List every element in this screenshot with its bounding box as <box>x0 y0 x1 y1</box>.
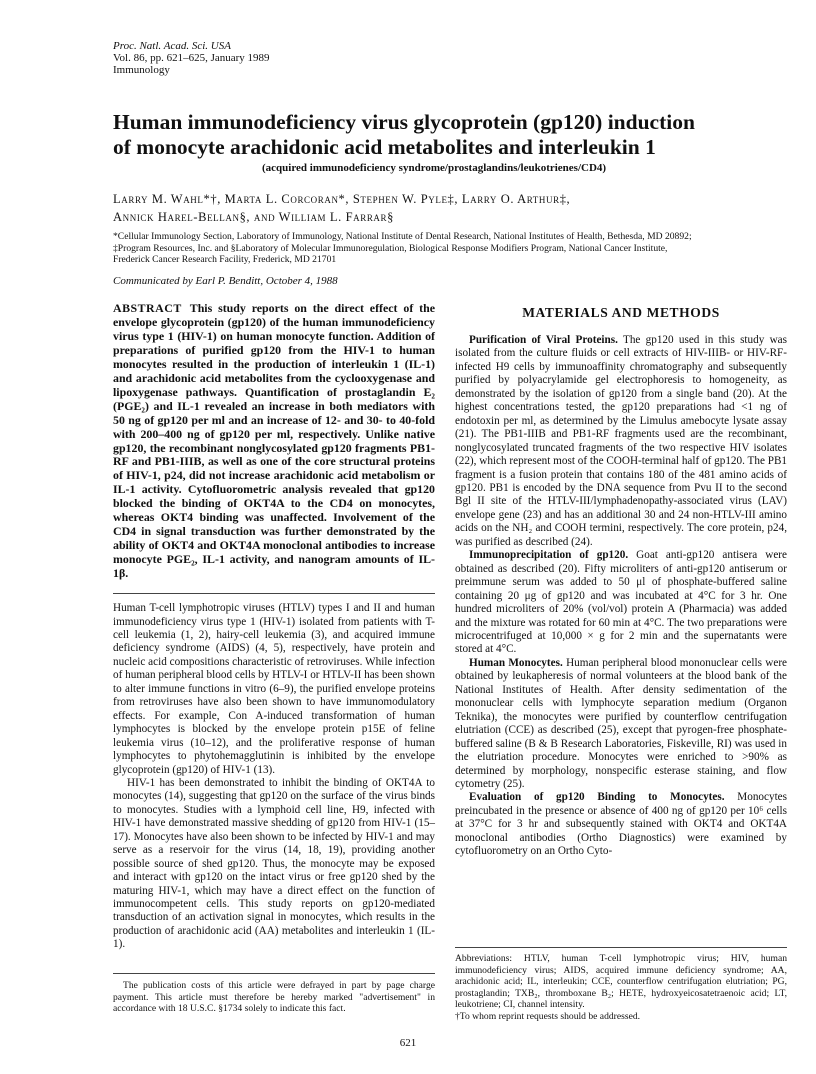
monocytes-subheading: Human Monocytes. <box>469 656 563 669</box>
abstract-label: ABSTRACT <box>113 301 182 315</box>
intro-paragraph-2: HIV-1 has been demonstrated to inhibit the binding of OKT4A to monocytes (14), suggesting that gp120 on the surface of the virus binds to monocytes. Studies with a lymphoid cell line, H9, infected with HIV-1 have demonstrated massive shedding of gp120 from HIV-1 (15–17). Monocytes have also been shown to be infected by HIV-1 and may serve as a reservoir for the virus (14, 18, 19), providing another possible source of shed gp120. Thus, the monocyte may be exposed and interact with gp120 on the intact virus or free gp120 shed by the maturing HIV-1, which may have a direct effect on the function of immunocompetent cells. This study reports on gp120-mediated transduction of an activation signal in monocytes, which results in the production of arachidonic acid (AA) metabolites and interleukin 1 (IL-1). <box>113 776 435 951</box>
abbreviations-rule <box>455 947 787 948</box>
author-list <box>113 190 713 226</box>
monocytes-paragraph <box>455 657 787 792</box>
communicated-by: Communicated by Earl P. Benditt, October 4, 1988 <box>113 275 338 287</box>
abbreviations-footnote <box>455 947 787 1022</box>
author-line-2: Annick Harel-Bellan§, and William L. Farrar§ <box>113 210 394 224</box>
immunoprecipitation-paragraph <box>455 549 787 657</box>
methods-body <box>455 334 787 859</box>
binding-subheading: Evaluation of gp120 Binding to Monocytes. <box>469 791 725 804</box>
intro-paragraph-1: Human T-cell lymphotropic viruses (HTLV) types I and II and human immunodeficiency virus type 1 (HIV-1) isolated from patients with T-cell leukemia (1, 2), hairy-cell leukemia (3), and acquired immune deficiency syndrome (AIDS) (4, 5), respectively, have protein and nucleic acid compositions characteristic of retroviruses. While infection of human peripheral blood cells by HTLV-I or HTLV-II has been shown to alter immune functions in vitro (6–9), the purified envelope proteins from retroviruses have also been shown to have immunomodulatory effects. For example, Con A-induced transformation of human lymphocytes is blocked by the envelope protein p15E of feline leukemia virus (10–12), and the proliferative response of human lymphocytes to phytohemagglutinin is inhibited by the envelope glycoprotein (gp120) of HIV-1 (13). <box>113 602 435 776</box>
publication-cost-footnote <box>113 973 435 1015</box>
reprint-note: †To whom reprint requests should be addressed. <box>455 1010 641 1022</box>
immunoprecipitation-text: Goat anti-gp120 antisera were obtained as described (20). Fifty microliters of anti-gp120 antiserum or preimmune serum was added to 50 μl of phosphate-buffered saline containing 20 μg of gp120 and was incubated at 4°C for 3 hr. One hundred microliters of 20% (vol/vol) protein A (Pharmacia) was added and the mixture was rotated for 60 min at 4°C. The two preparations were microcentrifuged at 10,000 × g for 2 min and the supernatants were stored at 4°C. <box>455 549 787 656</box>
abbreviations-text: Abbreviations: HTLV, human T-cell lymphotropic virus; HIV, human immunodeficiency virus; AIDS, acquired immune deficiency syndrome; AA, arachidonic acid; IL, interleukin; CCE, counterflow centrifugation elutriation; PG, prostaglandin; TXB₂, thromboxane B₂; HETE, hydroxyeicosatetraenoic acid; LT, leukotriene; CI, channel intensity. <box>455 953 787 1010</box>
purification-subheading: Purification of Viral Proteins. <box>469 334 618 346</box>
binding-text: Monocytes preincubated in the presence or absence of 400 ng of gp120 per 10⁶ cells at 37°C for 3 hr and subsequently stained with OKT4 and OKT4A monoclonal antibodies (Ortho Diagnostics) were examined by cytofluorometry on an Ortho Cyto- <box>455 791 787 858</box>
affiliation-line-2: ‡Program Resources, Inc. and §Laboratory of Molecular Immunoregulation, Biological Response Modifiers Program, National Cancer Institute, <box>113 242 668 254</box>
journal-header <box>113 40 270 76</box>
article-title: Human immunodeficiency virus glycoprotein (gp120) induction of monocyte arachidonic acid metabolites and interleukin 1 <box>113 110 695 159</box>
abstract-divider <box>113 593 435 594</box>
purification-paragraph <box>455 334 787 549</box>
affiliations <box>113 231 733 266</box>
publication-cost-text: The publication costs of this article were defrayed in part by page charge payment. This article must therefore be hereby marked "advertisement" in accordance with 18 U.S.C. §1734 solely to indicate this fact. <box>113 980 435 1014</box>
introduction <box>113 602 435 952</box>
section-name: Immunology <box>113 64 170 76</box>
monocytes-text: Human peripheral blood mononuclear cells were obtained by leukapheresis of normal volunteers at the blood bank of the National Institutes of Health. After density sedimentation of the mononuclear cells with lymphocyte separation medium (Organon Teknika), the monocytes were purified by counterflow centrifugation elutriation (CCE) as described (25), except that pyrogen-free phosphate-buffered saline (B & B Research Laboratories, Fiskeville, RI) was used in the elutriation procedure. Monocytes were enriched to >90% as determined by morphology, nonspecific esterase staining, and flow cytometry (25). <box>455 656 788 790</box>
immunoprecipitation-subheading: Immunoprecipitation of gp120. <box>469 549 629 562</box>
methods-heading: MATERIALS AND METHODS <box>522 305 720 320</box>
right-column <box>455 302 787 859</box>
footnote-rule <box>113 973 435 974</box>
keywords: (acquired immunodeficiency syndrome/prostaglandins/leukotrienes/CD4) <box>262 162 607 174</box>
abstract-text: This study reports on the direct effect of the envelope glycoprotein (gp120) of the human immunodeficiency virus type 1 (HIV-1) on human monocyte function. Addition of preparations of purified gp120 from the HIV-1 to human monocytes resulted in the production of interleukin 1 (IL-1) and arachidonic acid metabolites from the cyclooxygenase and lipoxygenase pathways. Quantification of prostaglandin E₂ (PGE₂) and IL-1 revealed an increase in both mediators with 50 ng of gp120 per ml and an increase of 12- and 30- to 40-fold with 200–400 ng of gp120 per ml, respectively. Unlike native gp120, the recombinant nonglycosylated gp120 fragments PB1-RF and PB1-IIIB, as well as one of the core structural proteins of HIV-1, p24, did not increase arachidonic acid metabolism or IL-1 activity. Cytofluorometric analysis revealed that gp120 blocked the binding of OKT4A to the CD4 on monocytes, whereas OKT4 binding was unaffected. Involvement of the CD4 in signal transduction was further demonstrated by the ability of OKT4 and OKT4A monoclonal antibodies to increase monocyte PGE₂, IL-1 activity, and nanogram amounts of IL-1β. <box>113 301 435 581</box>
volume-info: Vol. 86, pp. 621–625, January 1989 <box>113 52 270 64</box>
affiliation-line-1: *Cellular Immunology Section, Laboratory of Immunology, National Institute of Dental Research, National Institutes of Health, Bethesda, MD 20892; <box>113 231 692 242</box>
binding-paragraph <box>455 791 787 858</box>
journal-name: Proc. Natl. Acad. Sci. USA <box>113 40 231 52</box>
affiliation-line-3: Frederick Cancer Research Facility, Frederick, MD 21701 <box>113 254 337 265</box>
left-column <box>113 302 435 952</box>
purification-text: The gp120 used in this study was isolated from the culture fluids or cell extracts of HIV-IIIB- or HIV-RF-infected H9 cells by immunoaffinity chromatography and subsequently purified by polyacrylamide gel electrophoresis to homogeneity, as demonstrated by the isolation of gp120 from a single band (20). At the highest concentrations tested, the gp120 preparations had <1 ng of endotoxin per ml, as determined by the Limulus amebocyte lysate assay (21). The PB1-IIIB and PB1-RF fragments used are the recombinant, nonglycosylated truncated fragments of the two respective HIV isolates (22), which represent most of the COOH-terminal half of gp120. The PB1 fragment is a fusion protein that contains 180 of the 481 amino acids of gp120. PB1 is encoded by the DNA sequence from Pvu II to the second Bgl II site of the HTLV-III/lymphadenopathy-associated virus (LAV) envelope gene (23) and has an additional 30 and 24 non-HTLV-III amino acids on the NH₂ and COOH termini, respectively. The core protein, p24, was purified as described (24). <box>455 334 787 548</box>
author-line-1: Larry M. Wahl*†, Marta L. Corcoran*, Stephen W. Pyle‡, Larry O. Arthur‡, <box>113 192 571 206</box>
page-number: 621 <box>399 1037 417 1049</box>
abstract <box>113 302 435 581</box>
